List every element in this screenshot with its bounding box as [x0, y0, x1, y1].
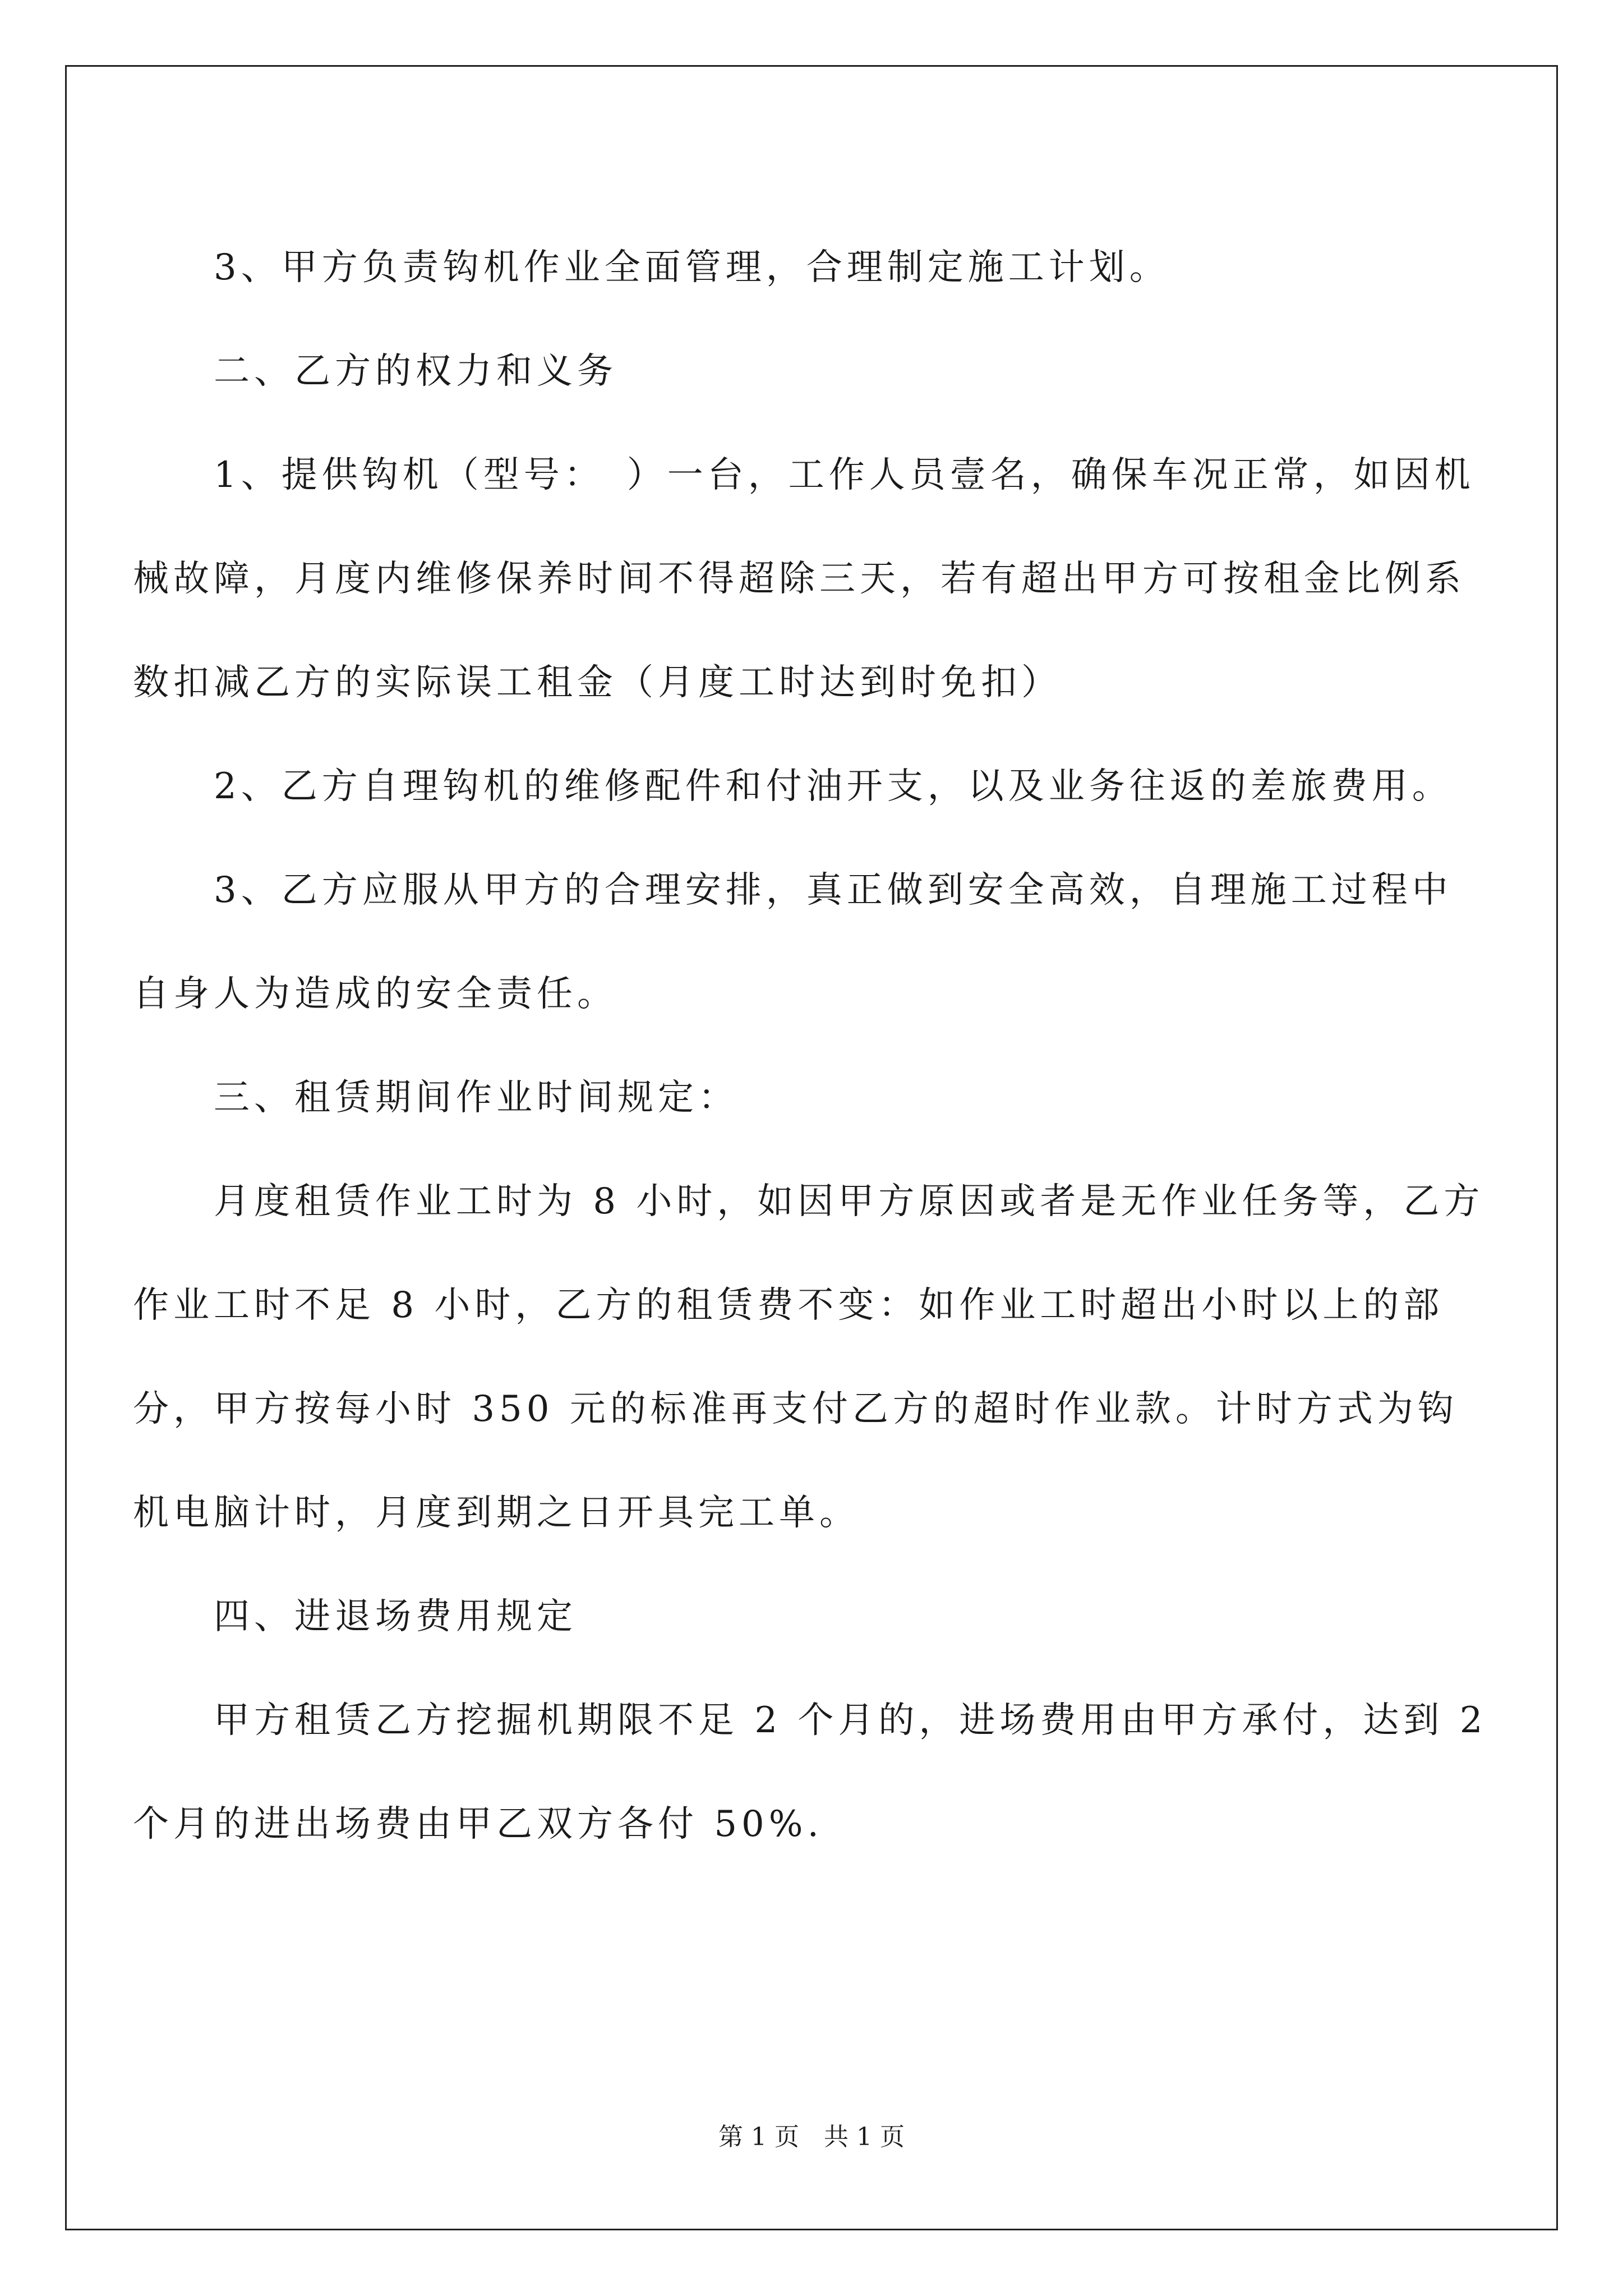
- section-heading-4: 四、进退场费用规定: [214, 1596, 577, 1637]
- paragraph-clause-a3: 3、甲方负责钩机作业全面管理，合理制定施工计划。: [214, 247, 1170, 288]
- page-footer: [0, 2120, 1623, 2154]
- page-number-total: 共 1 页: [824, 2123, 905, 2151]
- document-body: [133, 216, 1487, 1876]
- paragraph-clause-b1: 1、提供钩机（型号： ）一台，工作人员壹名，确保车况正常，如因机械故障，月度内维修保养时间不得超除三天，若有超出甲方可按租金比例系数扣减乙方的实际误工租金（月度工时达到时免扣）: [133, 454, 1475, 703]
- paragraph-work-hours: 月度租赁作业工时为 8 小时，如因甲方原因或者是无作业任务等，乙方作业工时不足 8 小时，乙方的租赁费不变：如作业工时超出小时以上的部分，甲方按每小时 350 元的标准再支付乙方的超时作业款。计时方式为钩机电脑计时，月度到期之日开具完工单。: [133, 1181, 1484, 1534]
- section-heading-2: 二、乙方的权力和义务: [214, 351, 617, 392]
- paragraph-clause-b3: 3、乙方应服从甲方的合理安排，真正做到安全高效，自理施工过程中自身人为造成的安全责任。: [133, 869, 1453, 1015]
- page-number-current: 第 1 页: [718, 2123, 799, 2151]
- section-heading-3: 三、租赁期间作业时间规定：: [214, 1077, 739, 1119]
- paragraph-clause-b2: 2、乙方自理钩机的维修配件和付油开支，以及业务往返的差旅费用。: [214, 766, 1453, 807]
- paragraph-entry-fees: 甲方租赁乙方挖掘机期限不足 2 个月的，进场费用由甲方承付，达到 2 个月的进出场费由甲乙双方各付 50%.: [133, 1700, 1487, 1845]
